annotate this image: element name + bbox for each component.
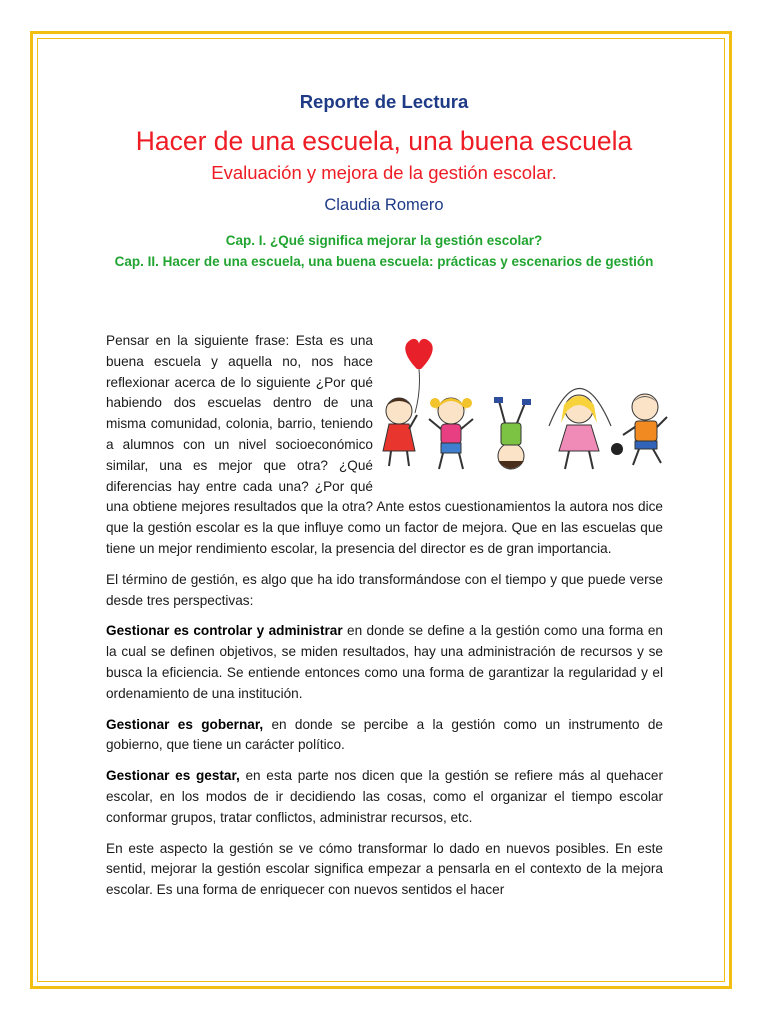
paragraph-gestate-lead: Gestionar es gestar, <box>106 768 240 784</box>
children-playing-illustration <box>379 331 669 481</box>
document-subtitle: Evaluación y mejora de la gestión escolar. <box>211 162 557 183</box>
author-name: Claudia Romero <box>324 196 444 214</box>
paragraph-term: El término de gestión, es algo que ha ido transformándose con el tiempo y que puede verse desde tres perspectivas: <box>106 571 663 608</box>
paragraph-gestate-text: en esta parte nos dicen que la gestión se refiere más al quehacer escolar, en los modos de ir decidiendo las cosas, como el organizar el tiempo escolar conformar grupos, tratar conflictos, administrar recursos, etc. <box>106 768 663 825</box>
body-text <box>106 331 663 911</box>
document-title: Hacer de una escuela, una buena escuela <box>135 126 633 156</box>
paragraph-control-lead: Gestionar es controlar y administrar <box>106 623 343 639</box>
paragraph-govern-lead: Gestionar es gobernar, <box>106 716 264 732</box>
paragraph-control <box>106 621 663 704</box>
chapter-1: Cap. I. ¿Qué significa mejorar la gestión escolar? <box>225 233 543 248</box>
paragraph-control-text: en donde se define a la gestión como una forma en la cual se definen objetivos, se miden resultados, hay una administración de recursos y se busca la eficiencia. Se entiende entonces como una forma de garantizar la regularidad y el ordenamiento de una institución. <box>106 623 663 701</box>
paragraph-govern-text: en donde se percibe a la gestión como un instrumento de gobierno, que tiene un carácter político. <box>106 716 663 753</box>
paragraph-aspect: En este aspecto la gestión se ve cómo transformar lo dado en nuevos posibles. En este sentid, mejorar la gestión escolar significa empezar a pensarla en el contexto de la mejora escolar. Es una forma de enriquecer con nuevos sentidos el hacer <box>106 840 663 898</box>
report-label: Reporte de Lectura <box>299 91 469 112</box>
paragraph-govern <box>106 715 663 757</box>
paragraph-intro: Pensar en la siguiente frase: Esta es una buena escuela y aquella no, nos hace reflexionar acerca de lo siguiente ¿Por qué habiendo dos escuelas dentro de una misma comunidad, colonia, barrio, teniendo a alumnos con un nivel socioeconómico similar, una es mejor que otra? ¿Qué diferencias hay entre cada una? ¿Por qué una obtiene mejores resultados que la otra? Ante estos cuestionamientos la autora nos dice que la gestión escolar es la que influye como un factor de mejora. Que en las escuelas que tiene un mejor rendimiento escolar, la presencia del director es de gran importancia. <box>106 333 663 556</box>
chapter-list <box>100 230 668 272</box>
chapter-2: Cap. II. Hacer de una escuela, una buena escuela: prácticas y escenarios de gestión <box>114 254 654 269</box>
paragraph-gestate <box>106 766 663 828</box>
